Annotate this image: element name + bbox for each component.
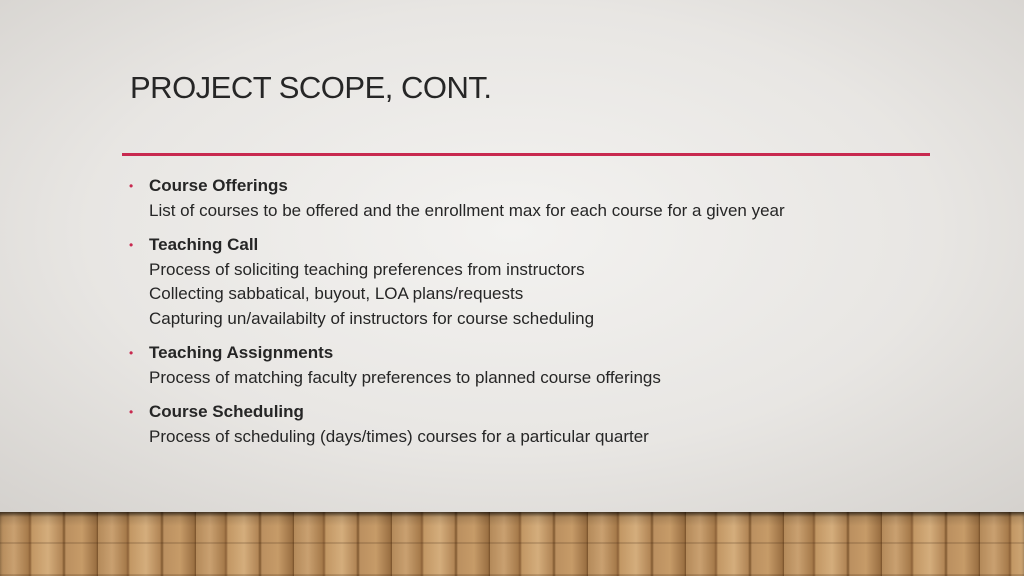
item-heading: Teaching Call [149,235,259,254]
item-text: List of courses to be offered and the enrollment max for each course for a given year [149,200,785,220]
item-text: Process of matching faculty preferences to planned course offerings [149,367,661,387]
slide-title: PROJECT SCOPE, CONT. [130,70,492,105]
item-heading: Course Offerings [149,176,288,195]
list-item-teaching-call [129,233,949,331]
bullet-icon: • [129,179,134,193]
item-heading: Course Scheduling [149,402,304,421]
list-item-course-offerings [129,174,949,223]
item-text: Process of scheduling (days/times) courses for a particular quarter [149,426,649,446]
item-text: Collecting sabbatical, buyout, LOA plans/requests [149,284,524,303]
bullet-icon: • [129,346,134,360]
item-heading: Teaching Assignments [149,343,334,362]
bullet-icon: • [129,405,134,419]
list-item-teaching-assignments [129,341,949,390]
wood-floor-decoration [0,512,1024,576]
bullet-list [129,174,949,459]
item-text: Process of soliciting teaching preferences from instructors [149,259,585,279]
list-item-course-scheduling [129,400,949,449]
bullet-icon: • [129,238,134,252]
item-text: Capturing un/availabilty of instructors for course scheduling [149,308,595,328]
title-divider [122,153,930,156]
